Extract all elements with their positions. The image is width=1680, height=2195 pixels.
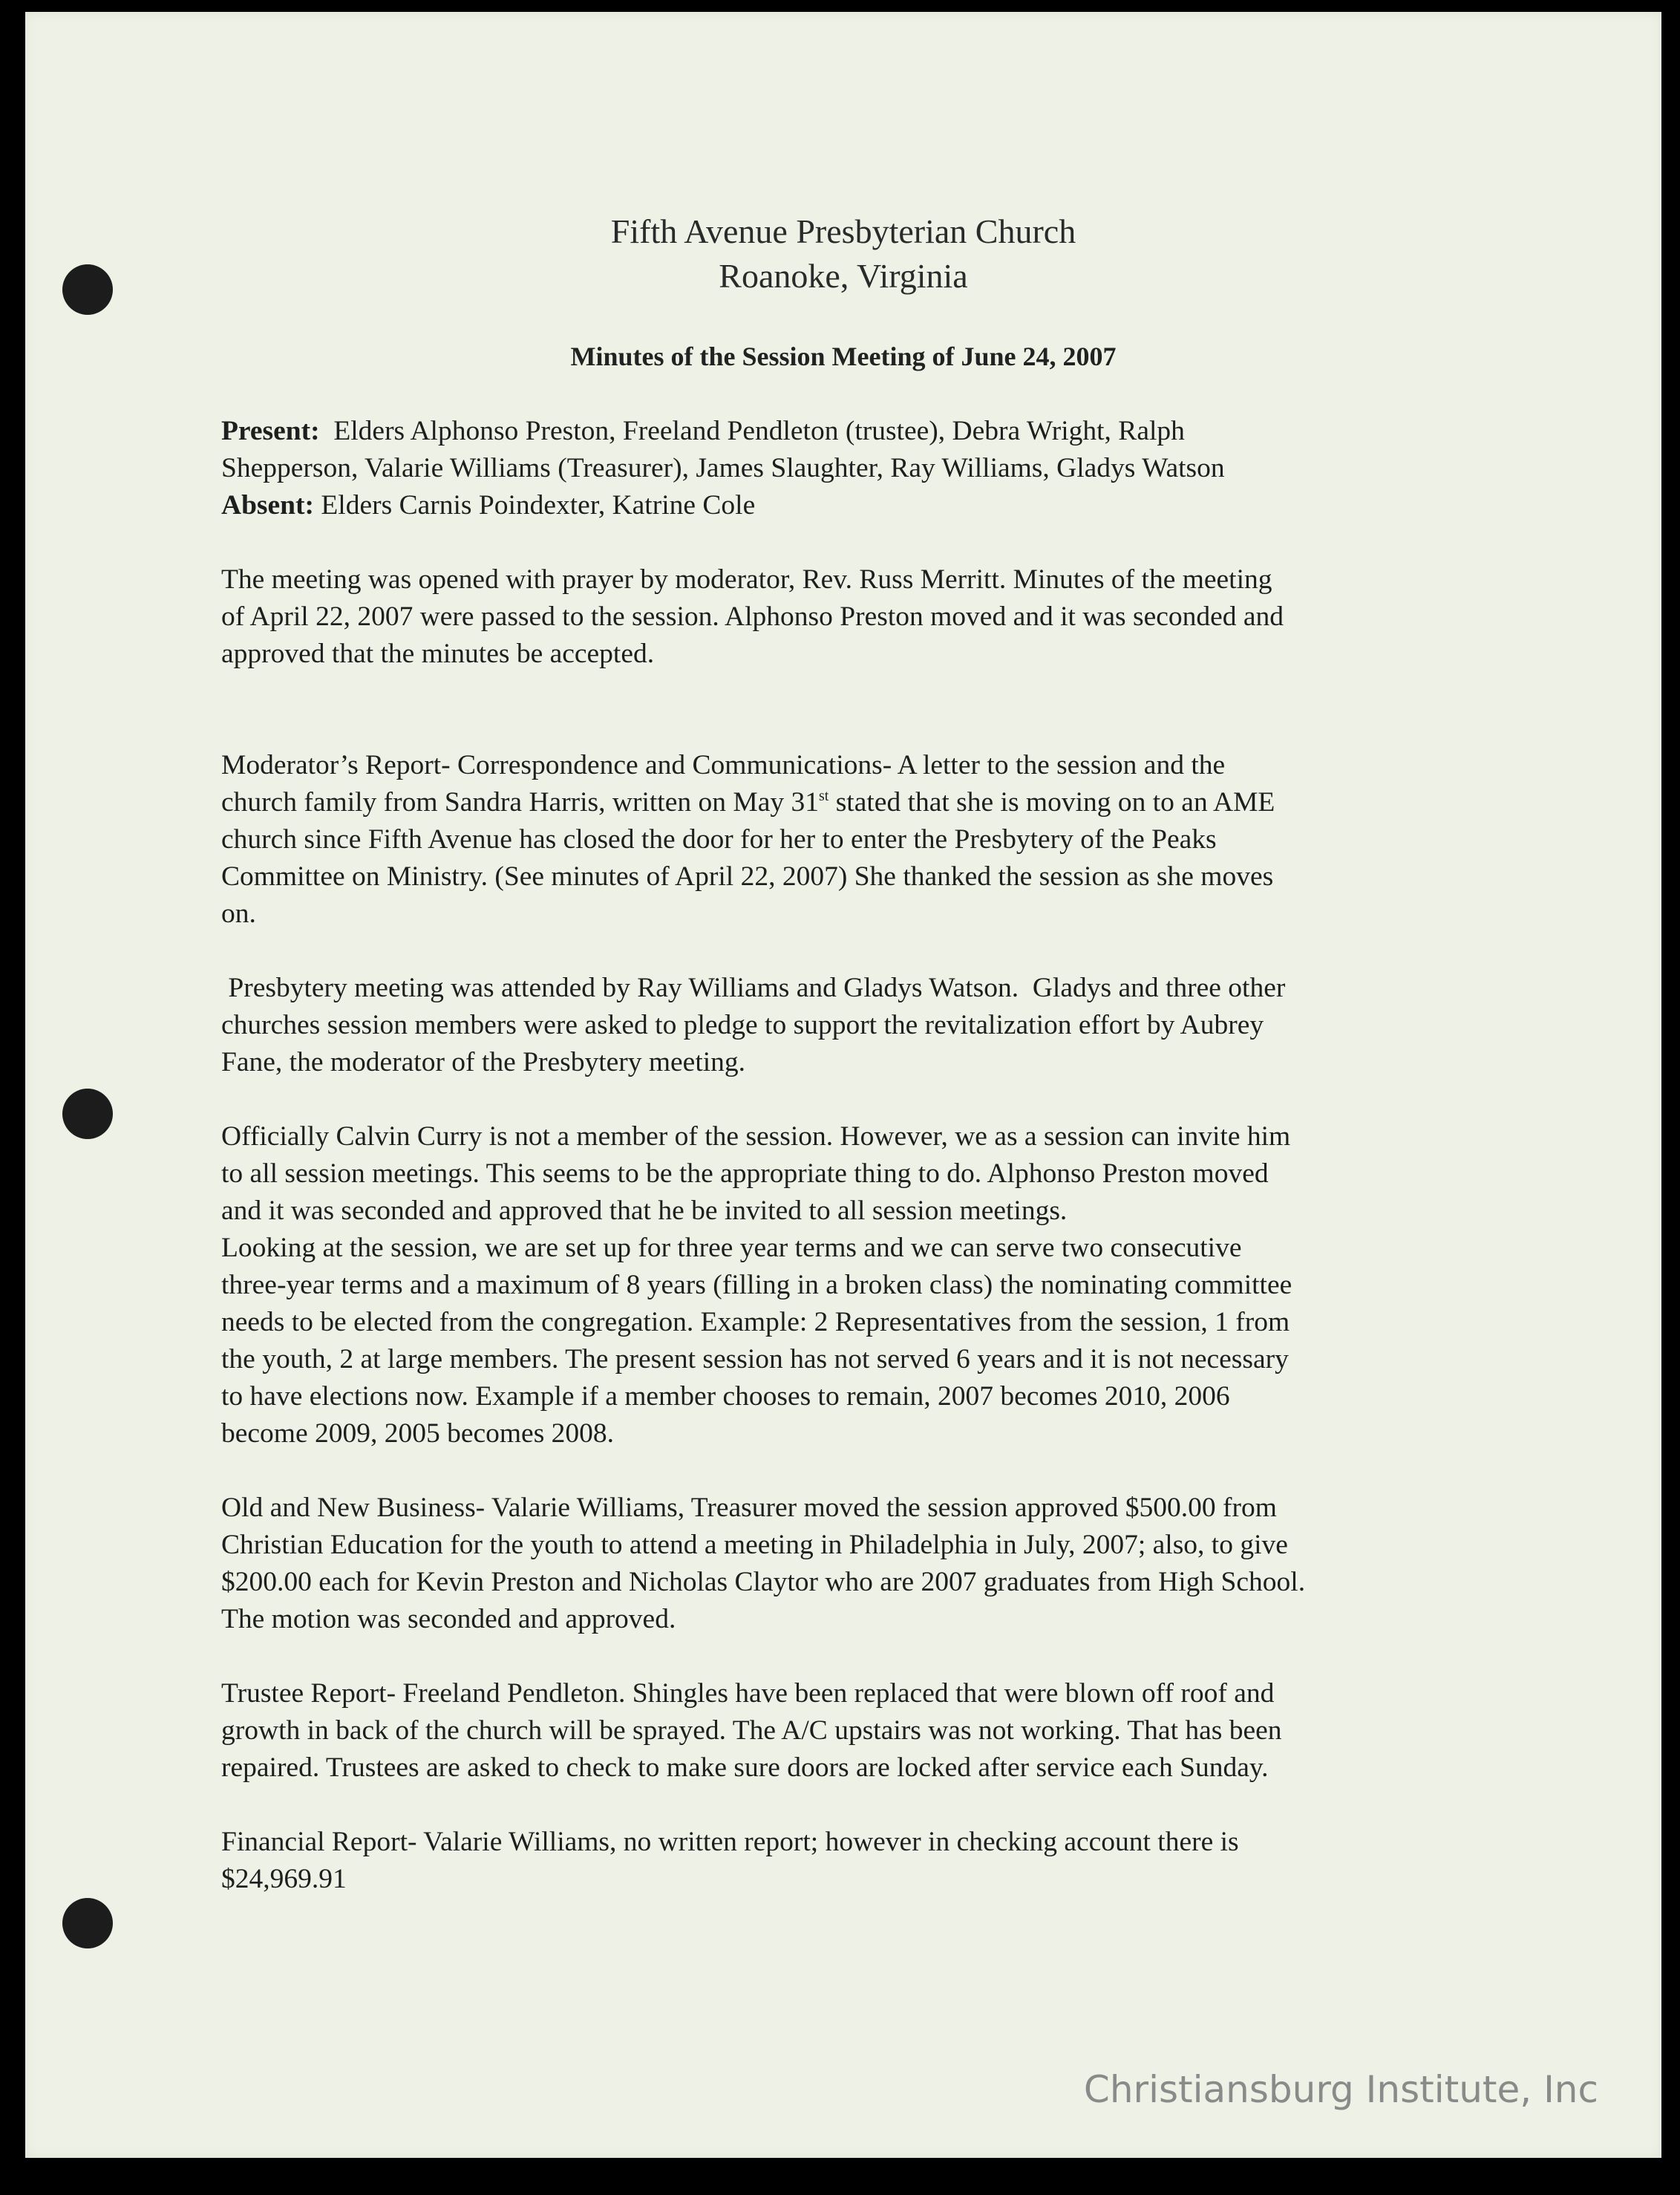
financial-report (221, 1824, 1513, 1898)
present-text-1: Elders Alphonso Preston, Freeland Pendleton (trustee), Debra Wright, Ralph (333, 416, 1185, 446)
paragraph-line: Committee on Ministry. (See minutes of April 22, 2007) She thanked the session as she moves (221, 861, 1274, 892)
moderator-report (221, 747, 1513, 933)
line-text: stated that she is moving on to an AME (828, 787, 1275, 818)
presbytery-paragraph (221, 970, 1513, 1081)
present-label: Present: (221, 416, 320, 446)
punch-hole-bottom (62, 1898, 113, 1948)
opening-paragraph (221, 561, 1513, 673)
ordinal-superscript: st (819, 788, 829, 804)
paragraph-line: Looking at the session, we are set up for three year terms and we can serve two consecutive (221, 1233, 1242, 1263)
document-page (25, 12, 1661, 2158)
paragraph-line: to all session meetings. This seems to be the appropriate thing to do. Alphonso Preston moved (221, 1158, 1269, 1189)
paragraph-line: on. (221, 898, 256, 929)
paragraph-line: Trustee Report- Freeland Pendleton. Shingles have been replaced that were blown off roof and (221, 1678, 1275, 1709)
paragraph-line: Fane, the moderator of the Presbytery meeting. (221, 1047, 746, 1077)
paragraph-line: churches session members were asked to pledge to support the revitalization effort by Aubrey (221, 1010, 1264, 1040)
paragraph-line: Financial Report- Valarie Williams, no written report; however in checking account there is (221, 1827, 1239, 1857)
church-location: Roanoke, Virginia (719, 257, 968, 295)
paragraph-line: the youth, 2 at large members. The present session has not served 6 years and it is not necessary (221, 1344, 1289, 1374)
paragraph-line (221, 784, 1513, 821)
absent-text: Elders Carnis Poindexter, Katrine Cole (321, 490, 756, 521)
letterhead (25, 209, 1661, 299)
absent-line (221, 487, 1513, 524)
attendance-section (221, 413, 1513, 524)
paragraph-line: $24,969.91 (221, 1864, 347, 1894)
line-text: church family from Sandra Harris, written on May 31 (221, 787, 819, 818)
present-line-1 (221, 413, 1513, 450)
paragraph-line: three-year terms and a maximum of 8 years (filling in a broken class) the nominating committee (221, 1270, 1292, 1300)
paragraph-line: repaired. Trustees are asked to check to make sure doors are locked after service each Sunday. (221, 1752, 1269, 1783)
minutes-body (221, 413, 1513, 1898)
paragraph-line: become 2009, 2005 becomes 2008. (221, 1418, 615, 1449)
paragraph-line: and it was seconded and approved that he be invited to all session meetings. (221, 1196, 1068, 1226)
paragraph-line: to have elections now. Example if a member chooses to remain, 2007 becomes 2010, 2006 (221, 1381, 1230, 1412)
business-paragraph (221, 1490, 1513, 1638)
paragraph-line: Officially Calvin Curry is not a member of the session. However, we as a session can invite him (221, 1121, 1291, 1152)
paragraph-line: Moderator’s Report- Correspondence and Communications- A letter to the session and the (221, 750, 1226, 780)
paragraph-line: The motion was seconded and approved. (221, 1604, 676, 1634)
paragraph-line: The meeting was opened with prayer by moderator, Rev. Russ Merritt. Minutes of the meeting (221, 564, 1272, 595)
minutes-title: Minutes of the Session Meeting of June 24, 2007 (570, 342, 1117, 371)
paragraph-line: Christian Education for the youth to attend a meeting in Philadelphia in July, 2007; also, to give (221, 1530, 1288, 1560)
paragraph-line: of April 22, 2007 were passed to the session. Alphonso Preston moved and it was seconded and (221, 601, 1284, 632)
trustee-report (221, 1675, 1513, 1787)
paragraph-line: church since Fifth Avenue has closed the door for her to enter the Presbytery of the Peaks (221, 824, 1217, 855)
absent-label: Absent: (221, 490, 315, 521)
paragraph-line: Old and New Business- Valarie Williams, Treasurer moved the session approved $500.00 from (221, 1493, 1277, 1523)
present-line-2: Shepperson, Valarie Williams (Treasurer), James Slaughter, Ray Williams, Gladys Watson (221, 453, 1225, 483)
church-name: Fifth Avenue Presbyterian Church (610, 212, 1076, 250)
paragraph-line: growth in back of the church will be sprayed. The A/C upstairs was not working. That has been (221, 1715, 1282, 1746)
paragraph-line: approved that the minutes be accepted. (221, 639, 655, 669)
punch-hole-middle (62, 1089, 113, 1139)
paragraph-line: $200.00 each for Kevin Preston and Nicholas Claytor who are 2007 graduates from High School. (221, 1567, 1306, 1597)
paragraph-line: Presbytery meeting was attended by Ray Williams and Gladys Watson. Gladys and three other (221, 973, 1286, 1003)
paragraph-line: needs to be elected from the congregation. Example: 2 Representatives from the session, 1 from (221, 1307, 1290, 1337)
session-paragraph (221, 1118, 1513, 1452)
watermark: Christiansburg Institute, Inc (1083, 2068, 1598, 2111)
